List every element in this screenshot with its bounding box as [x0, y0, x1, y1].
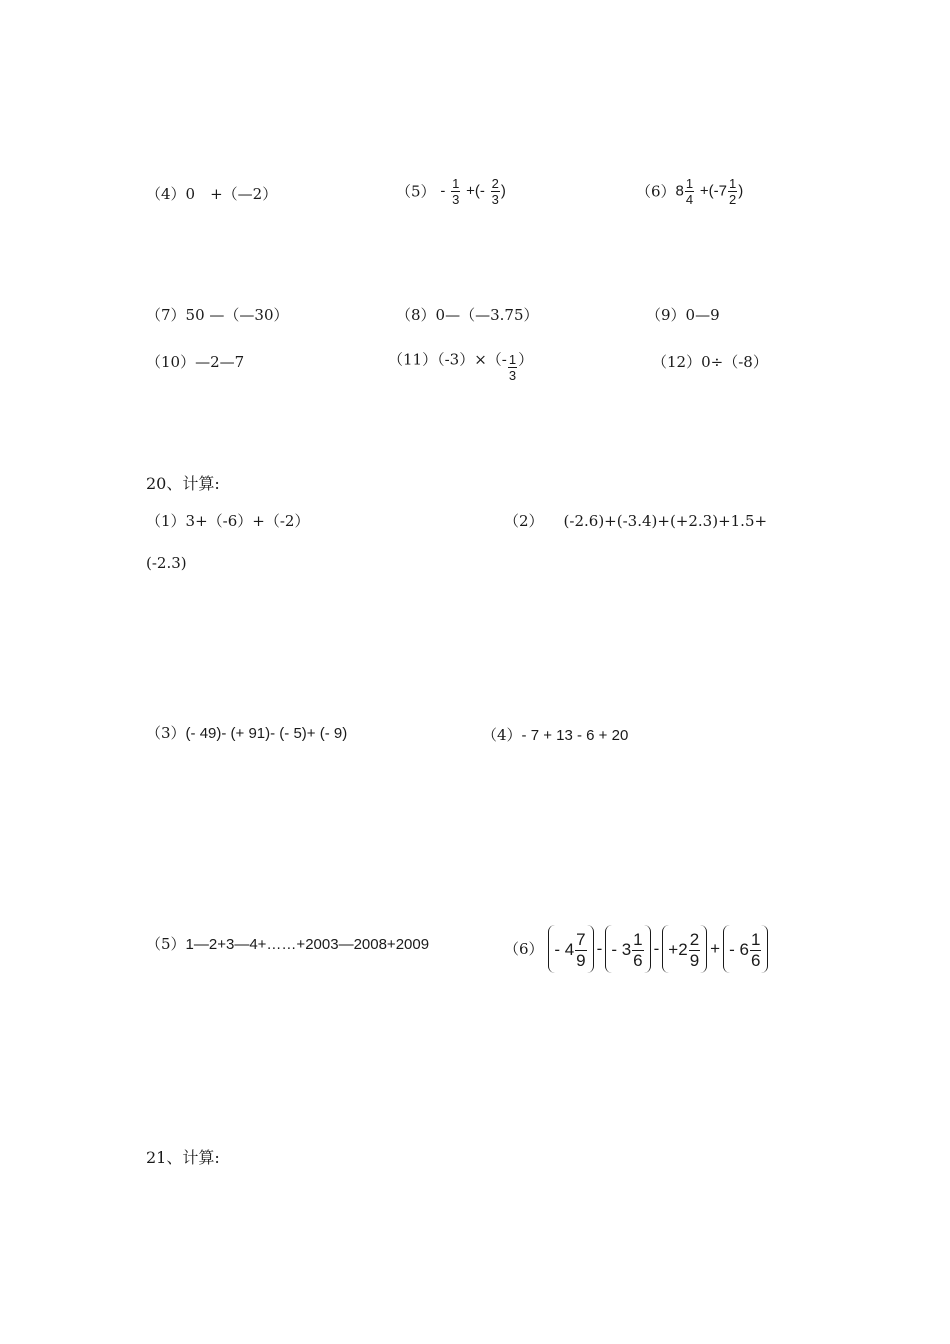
numerator: 1 [508, 352, 517, 367]
numerator: 7 [576, 929, 586, 949]
problem-11 [388, 344, 534, 383]
q20-item-1 [146, 511, 309, 531]
denominator: 3 [452, 192, 460, 207]
question-20-title: 20、计算: [146, 474, 220, 493]
problem-9-label: （9） [646, 306, 686, 324]
q20-item-2-continued: (-2.3) [146, 554, 187, 572]
q20-item-6-term-1 [548, 925, 593, 973]
denominator: 6 [750, 950, 761, 970]
sign-whole: +2 [668, 940, 688, 959]
q20-item-3-expr: (- 49)- (+ 91)- (- 5)+ (- 9) [185, 725, 348, 742]
sign-whole: - 3 [611, 940, 632, 959]
problem-11-post: ） [518, 350, 534, 369]
q20-item-4 [482, 725, 628, 746]
problem-11-label: （11） [388, 350, 438, 369]
problem-6 [636, 176, 743, 207]
sign-whole: - 4 [554, 940, 575, 959]
q20-item-1-expr: 3+（-6）+（-2） [185, 512, 310, 530]
problem-8-label: （8） [396, 306, 436, 324]
q20-item-5-expr: 1—2+3—4+……+2003—2008+2009 [185, 936, 430, 953]
q20-item-6-term-2 [605, 925, 650, 973]
q20-item-6-term-4 [723, 925, 768, 973]
q20-item-5 [146, 934, 429, 955]
problem-5-fraction-2 [491, 176, 500, 207]
problem-7-label: （7） [146, 306, 186, 324]
q20-item-2-expr: (-2.6)+(-3.4)+(+2.3)+1.5+ [563, 512, 768, 530]
q20-item-4-label: （4） [482, 726, 522, 744]
problem-6-mid: +(-7 [699, 182, 727, 200]
numerator: 2 [491, 176, 499, 191]
numerator: 1 [750, 929, 761, 949]
question-21-title: 21、计算: [146, 1148, 220, 1167]
problem-5 [396, 176, 506, 207]
problem-6-whole: 8 [675, 182, 684, 200]
problem-5-label: （5） [396, 182, 436, 201]
operator: - [596, 939, 603, 958]
denominator: 9 [576, 950, 586, 970]
operator: + [710, 939, 721, 958]
problem-6-fraction-2 [728, 176, 737, 207]
fraction [632, 930, 643, 971]
sign-whole: - 6 [729, 940, 749, 959]
numerator: 1 [452, 176, 460, 191]
q20-item-3 [146, 723, 347, 744]
fraction [750, 930, 761, 971]
denominator: 6 [633, 950, 643, 970]
problem-5-close: ) [500, 182, 506, 200]
operator: - [653, 939, 660, 958]
denominator: 3 [508, 368, 517, 383]
problem-4-label: （4） [146, 185, 186, 203]
problem-11-fraction [508, 352, 517, 383]
numerator: 2 [689, 929, 700, 949]
problem-6-close: ) [738, 182, 744, 200]
q20-item-6 [504, 922, 768, 975]
problem-12 [652, 352, 768, 372]
numerator: 1 [729, 176, 737, 191]
denominator: 4 [685, 192, 694, 207]
q20-item-5-label: （5） [146, 935, 186, 953]
problem-9 [646, 305, 720, 325]
q20-item-6-label: （6） [504, 940, 544, 958]
problem-8 [396, 305, 539, 325]
problem-4 [146, 184, 277, 204]
problem-7-expr: 50 —（—30） [185, 306, 289, 324]
problem-10-expr: —2—7 [195, 353, 245, 371]
numerator: 1 [685, 176, 694, 191]
problem-12-expr: 0÷（-8） [701, 353, 768, 371]
problem-5-fraction-1 [451, 176, 460, 207]
q20-item-1-label: （1） [146, 512, 186, 530]
numerator: 1 [633, 929, 643, 949]
problem-8-expr: 0—（—3.75） [435, 306, 539, 324]
q20-item-2 [504, 511, 767, 531]
q20-item-3-label: （3） [146, 724, 186, 742]
q20-item-6-term-3 [662, 925, 707, 973]
problem-5-minus: - [440, 182, 446, 200]
denominator: 9 [689, 950, 700, 970]
problem-10 [146, 352, 244, 372]
problem-6-label: （6） [636, 182, 676, 201]
q20-item-2-label: （2） [504, 512, 544, 530]
denominator: 2 [729, 192, 737, 207]
denominator: 3 [491, 192, 499, 207]
problem-4-expr: 0 +（—2） [185, 185, 278, 203]
problem-10-label: （10） [146, 353, 196, 371]
fraction [575, 930, 586, 971]
q20-item-4-expr: - 7 + 13 - 6 + 20 [521, 727, 629, 744]
problem-9-expr: 0—9 [685, 306, 720, 324]
problem-11-pre: （-3）×（- [437, 350, 507, 369]
problem-6-fraction-1 [685, 176, 694, 207]
fraction [689, 930, 700, 971]
problem-7 [146, 305, 289, 325]
problem-5-plus: +(- [466, 182, 485, 200]
problem-12-label: （12） [652, 353, 702, 371]
